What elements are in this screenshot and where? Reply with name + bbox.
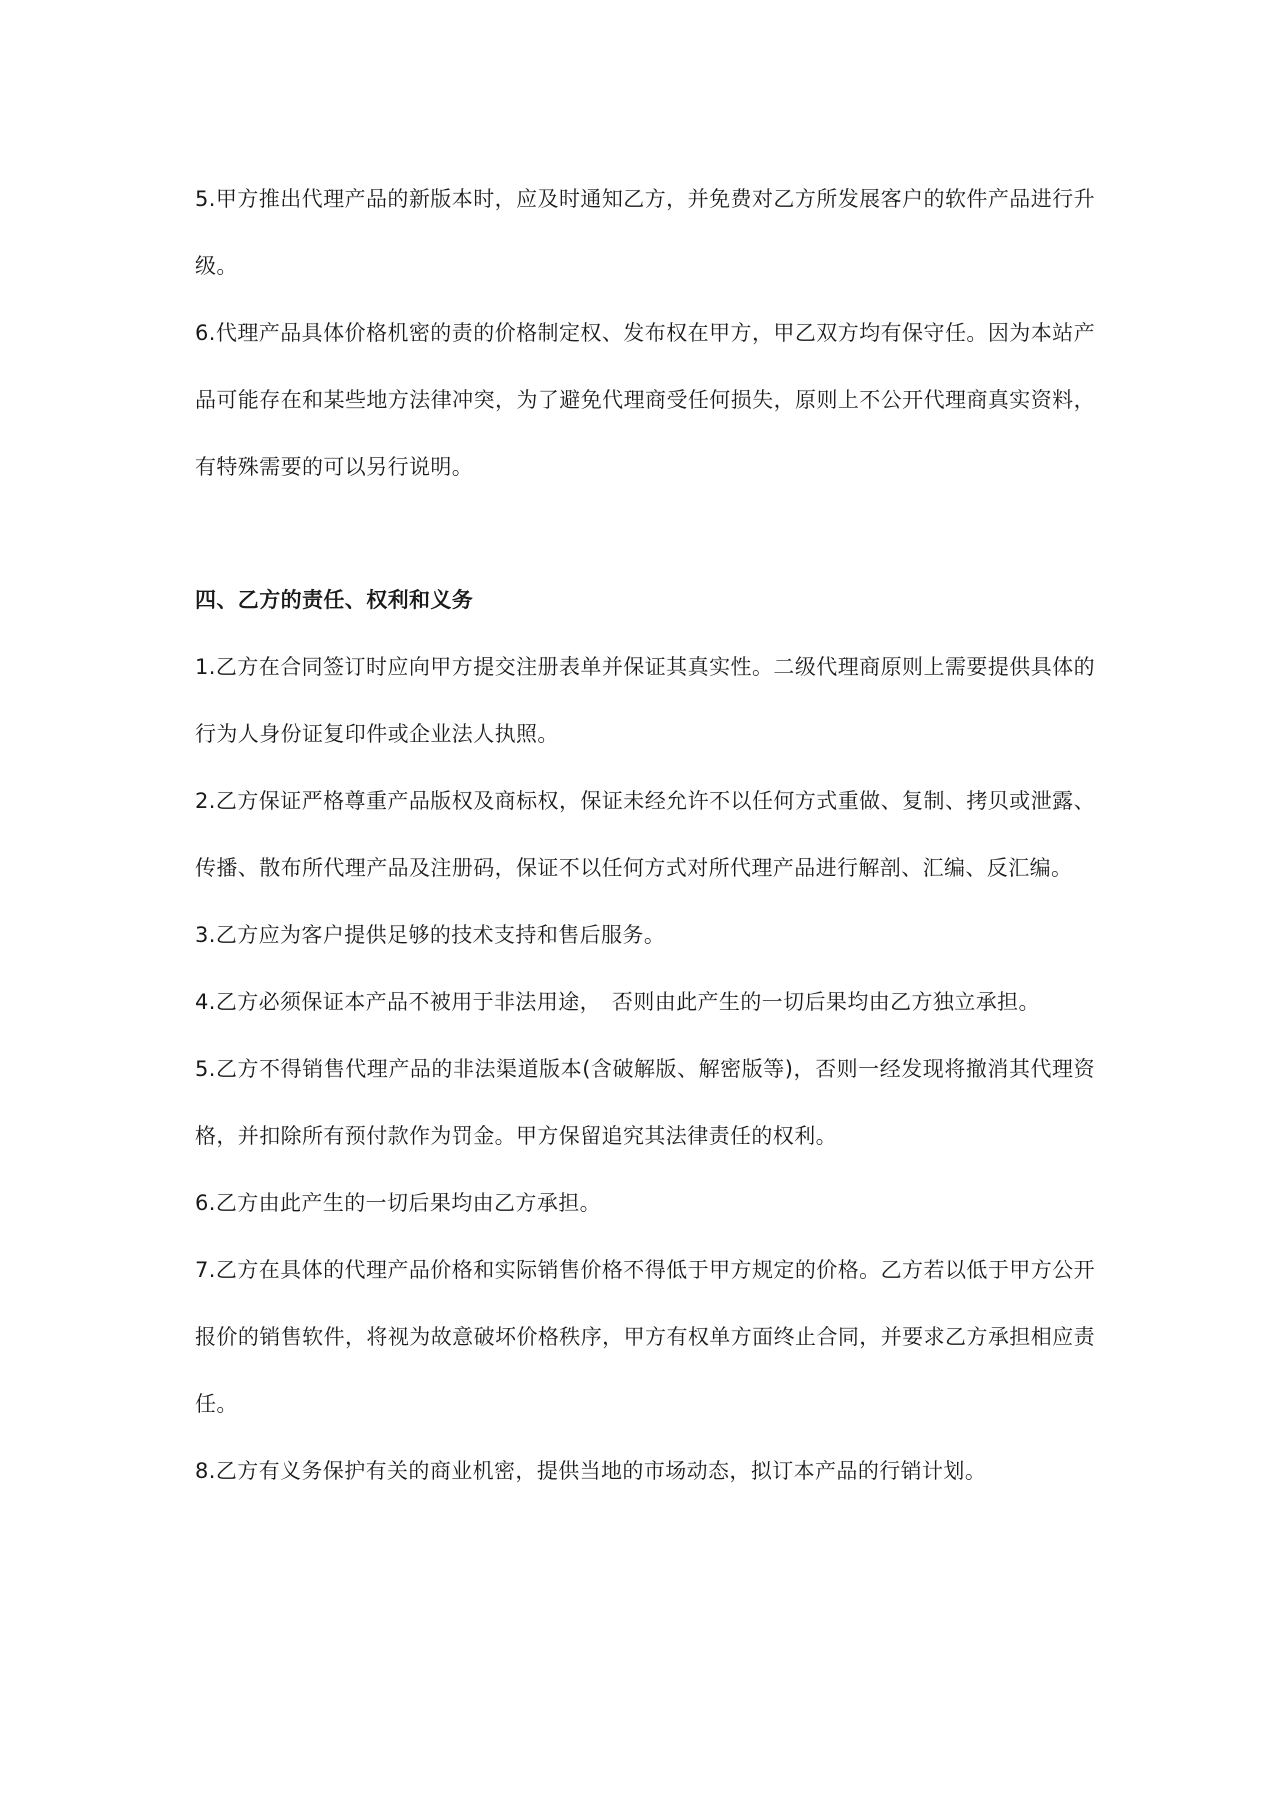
- section3-item-5: 5.甲方推出代理产品的新版本时，应及时通知乙方，并免费对乙方所发展客户的软件产品进行升级。: [195, 187, 1095, 278]
- section4-item-6: 6.乙方由此产生的一切后果均由乙方承担。: [195, 1191, 602, 1215]
- section3-item-6: 6.代理产品具体价格机密的责的价格制定权、发布权在甲方，甲乙双方均有保守任。因为本站产品可能存在和某些地方法律冲突，为了避免代理商受任何损失，原则上不公开代理商真实资料，有特殊需要的可以另行说明。: [195, 321, 1095, 479]
- section-spacer: [195, 501, 1095, 567]
- document-body: [195, 166, 1095, 1505]
- section4-item-3: 3.乙方应为客户提供足够的技术支持和售后服务。: [195, 923, 666, 947]
- section4-item-5: 5.乙方不得销售代理产品的非法渠道版本(含破解版、解密版等)，否则一经发现将撤消其代理资格，并扣除所有预付款作为罚金。甲方保留追究其法律责任的权利。: [195, 1057, 1095, 1148]
- section4-item-8: 8.乙方有义务保护有关的商业机密，提供当地的市场动态，拟订本产品的行销计划。: [195, 1459, 987, 1483]
- section4-item-1: 1.乙方在合同签订时应向甲方提交注册表单并保证其真实性。二级代理商原则上需要提供具体的行为人身份证复印件或企业法人执照。: [195, 655, 1095, 746]
- section4-item-7: 7.乙方在具体的代理产品价格和实际销售价格不得低于甲方规定的价格。乙方若以低于甲方公开报价的销售软件，将视为故意破坏价格秩序，甲方有权单方面终止合同，并要求乙方承担相应责任。: [195, 1258, 1095, 1416]
- section4-heading: 四、乙方的责任、权利和义务: [195, 588, 474, 612]
- section4-item-2: 2.乙方保证严格尊重产品版权及商标权，保证未经允许不以任何方式重做、复制、拷贝或泄露、传播、散布所代理产品及注册码，保证不以任何方式对所代理产品进行解剖、汇编、反汇编。: [195, 789, 1095, 880]
- section4-item-4: 4.乙方必须保证本产品不被用于非法用途， 否则由此产生的一切后果均由乙方独立承担。: [195, 990, 1040, 1014]
